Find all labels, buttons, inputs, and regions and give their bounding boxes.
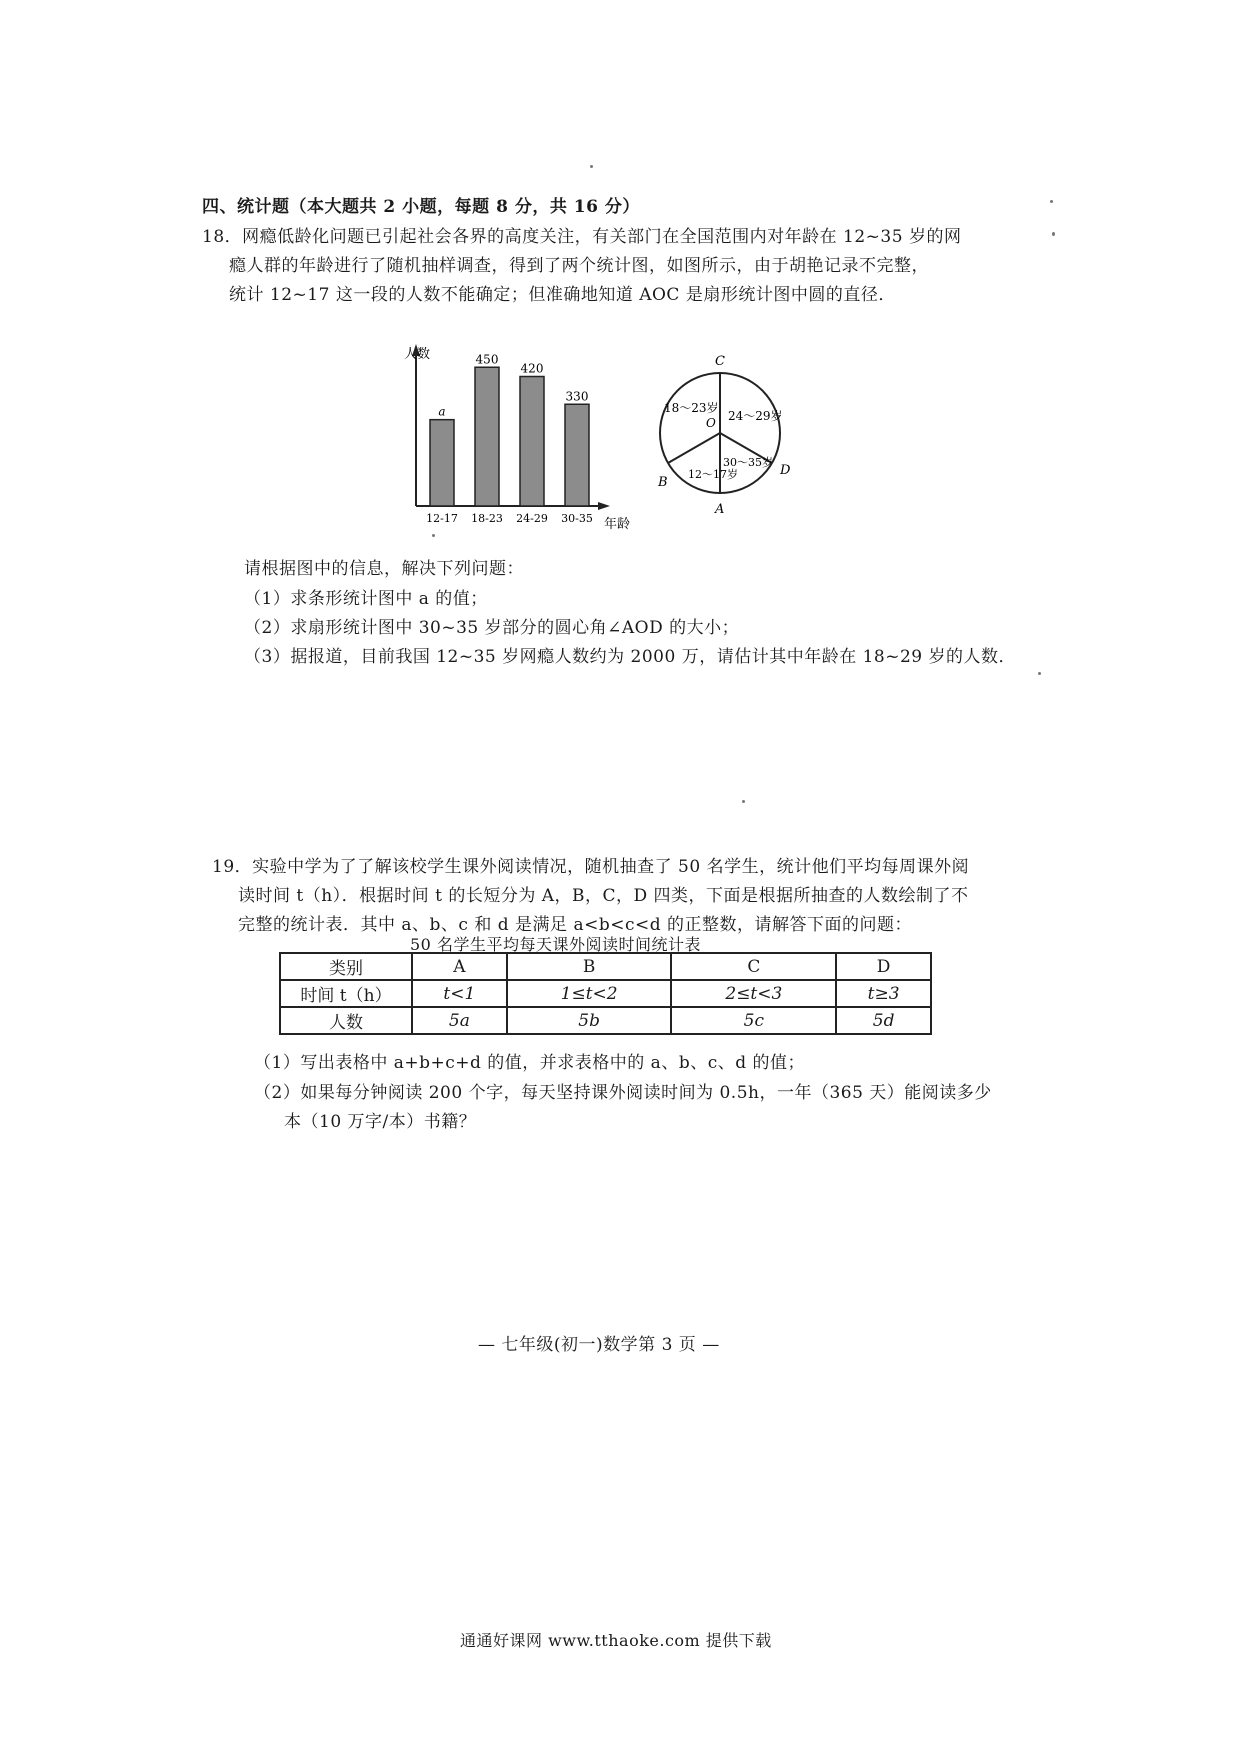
data-label-24-29: 420 [520, 361, 544, 376]
scan-speck [590, 165, 593, 168]
table-cell: 人数 [280, 1007, 412, 1034]
table-cell: 5a [412, 1007, 507, 1034]
table-cell: C [671, 953, 836, 980]
table-cell: 1≤t<2 [507, 980, 672, 1007]
data-label-18-23: 450 [475, 352, 499, 367]
table-title: 50 名学生平均每天课外阅读时间统计表 [410, 935, 701, 954]
table-cell: D [836, 953, 931, 980]
q18-sub-1: （1）求条形统计图中 a 的值； [244, 589, 488, 609]
point-a: A [715, 502, 725, 517]
scan-speck [742, 800, 745, 803]
table-cell: 5d [836, 1007, 931, 1034]
q19-sub-1: （1）写出表格中 a+b+c+d 的值，并求表格中的 a、b、c、d 的值； [254, 1053, 806, 1073]
q19-line-3: 完整的统计表．其中 a、b、c 和 d 是满足 a<b<c<d 的正整数，请解答下面的问题： [238, 915, 912, 935]
bar-18-23 [475, 367, 499, 506]
data-label-30-35: 330 [565, 389, 589, 404]
point-o: O [706, 416, 716, 430]
page-footer: — 七年级(初一)数学第 3 页 — [478, 1335, 720, 1355]
bar-chart [380, 338, 630, 533]
q19-line-1: 19．实验中学为了了解该校学生课外阅读情况，随机抽查了 50 名学生，统计他们平均每周课外阅 [212, 857, 970, 877]
scan-speck [432, 534, 435, 537]
point-d: D [780, 463, 791, 478]
tick-label-18-23: 18-23 [471, 512, 503, 525]
table-cell: t≥3 [836, 980, 931, 1007]
q19-sub-2: （2）如果每分钟阅读 200 个字，每天坚持课外阅读时间为 0.5h，一年（365 天）能阅读多少 [254, 1083, 992, 1103]
y-axis-label: 人数 [404, 347, 431, 362]
tick-label-30-35: 30-35 [561, 512, 593, 525]
sector-label-12-17: 12～17岁 [688, 468, 738, 481]
section-title: 四、统计题（本大题共 2 小题，每题 8 分，共 16 分） [202, 197, 640, 217]
q18-prompt: 请根据图中的信息，解决下列问题： [244, 559, 524, 579]
q18-sub-2: （2）求扇形统计图中 30~35 岁部分的圆心角∠AOD 的大小； [244, 618, 740, 638]
point-c: C [715, 354, 725, 369]
x-axis-label: 年龄 [604, 517, 630, 532]
table-row [280, 980, 931, 1007]
radius-ob [668, 433, 720, 463]
q19-sub-3: 本（10 万字/本）书籍？ [284, 1112, 477, 1132]
q18-line-2: 瘾人群的年龄进行了随机抽样调查，得到了两个统计图，如图所示，由于胡艳记录不完整， [229, 256, 929, 276]
table-cell: 2≤t<3 [671, 980, 836, 1007]
x-axis-arrow [598, 502, 610, 510]
table-cell: 5b [507, 1007, 672, 1034]
table-cell: A [412, 953, 507, 980]
q18-line-3: 统计 12~17 这一段的人数不能确定；但准确地知道 AOC 是扇形统计图中圆的直径． [229, 285, 896, 305]
data-label-12-17: a [438, 404, 446, 419]
sector-label-18-23: 18～23岁 [664, 401, 719, 415]
table-cell: 5c [671, 1007, 836, 1034]
source-line: 通通好课网 www.tthaoke.com 提供下载 [460, 1631, 772, 1650]
scan-speck [1050, 200, 1053, 203]
pie-chart [648, 338, 818, 523]
bar-24-29 [520, 377, 544, 507]
table-row [280, 953, 931, 980]
scan-speck [1038, 672, 1041, 675]
bar-30-35 [565, 404, 589, 506]
bar-12-17 [430, 420, 454, 506]
table-cell: 类别 [280, 953, 412, 980]
q19-line-2: 读时间 t（h）．根据时间 t 的长短分为 A，B，C，D 四类，下面是根据所抽查的人数绘制了不 [238, 886, 969, 906]
sector-label-30-35: 30～35岁 [723, 456, 773, 469]
q18-line-1: 18．网瘾低龄化问题已引起社会各界的高度关注，有关部门在全国范围内对年龄在 12~35 岁的网 [202, 227, 962, 247]
tick-label-24-29: 24-29 [516, 512, 548, 525]
q18-sub-3: （3）据报道，目前我国 12~35 岁网瘾人数约为 2000 万，请估计其中年龄在 18~29 岁的人数． [244, 647, 1017, 667]
point-b: B [658, 475, 668, 490]
sector-label-24-29: 24～29岁 [728, 409, 783, 423]
tick-label-12-17: 12-17 [426, 512, 458, 525]
table-cell: t<1 [412, 980, 507, 1007]
table-cell: B [507, 953, 672, 980]
scan-speck [1052, 232, 1055, 236]
table-cell: 时间 t（h） [280, 980, 412, 1007]
table-row [280, 1007, 931, 1034]
reading-time-table [279, 952, 932, 1035]
